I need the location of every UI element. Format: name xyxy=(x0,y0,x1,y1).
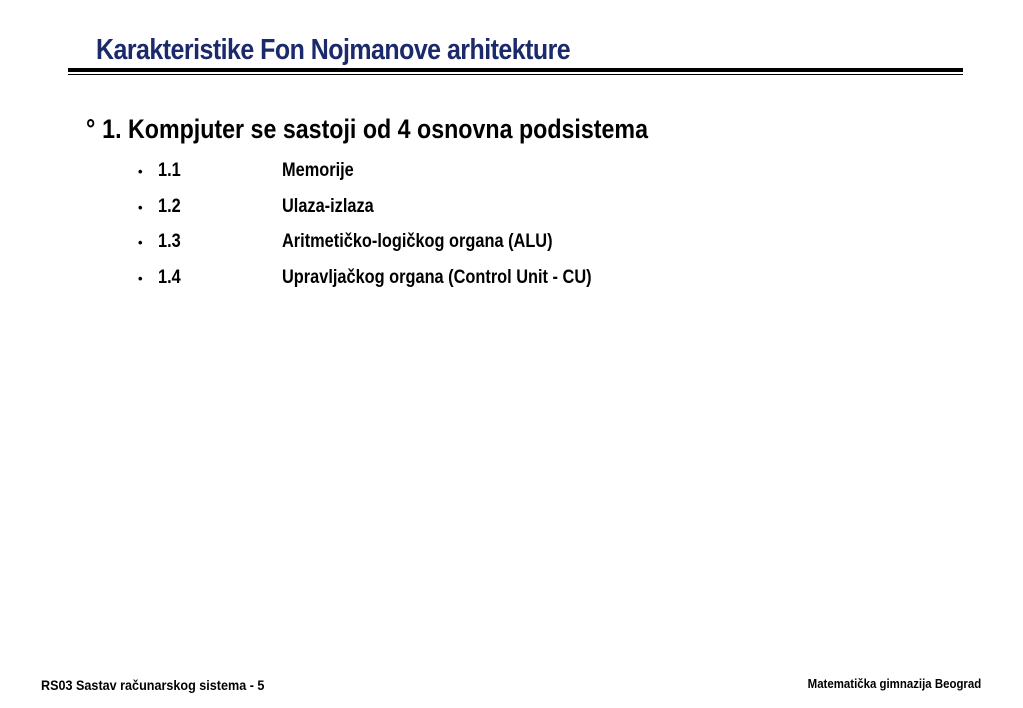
main-bullet-text: 1. Kompjuter se sastoji od 4 osnovna podsistema xyxy=(102,114,648,144)
title-underline-thick xyxy=(68,68,963,72)
bullet-dot: • xyxy=(138,270,143,286)
bullet-dot: • xyxy=(138,164,143,179)
sub-bullet-number: 1.1 xyxy=(158,160,181,181)
sub-bullet-text: Ulaza-izlaza xyxy=(282,195,374,217)
sub-bullet-number: 1.2 xyxy=(158,195,181,217)
main-bullet-marker: ° xyxy=(86,114,96,144)
sub-bullet-text: Upravljačkog organa (Control Unit - CU) xyxy=(282,266,592,288)
title-underline-thin xyxy=(68,74,963,75)
sub-bullet-text: Memorije xyxy=(282,160,354,181)
sub-bullet-number: 1.4 xyxy=(158,266,181,288)
slide-title: Karakteristike Fon Nojmanove arhitekture xyxy=(96,34,571,66)
sub-bullet-number: 1.3 xyxy=(158,231,181,252)
footer-slide-label: RS03 Sastav računarskog sistema - 5 xyxy=(41,677,265,693)
footer-institution: Matematička gimnazija Beograd xyxy=(807,676,981,691)
sub-bullet-text: Aritmetičko-logičkog organa (ALU) xyxy=(282,231,553,252)
bullet-dot: • xyxy=(138,199,143,215)
main-bullet xyxy=(86,114,648,145)
bullet-dot: • xyxy=(138,235,143,250)
